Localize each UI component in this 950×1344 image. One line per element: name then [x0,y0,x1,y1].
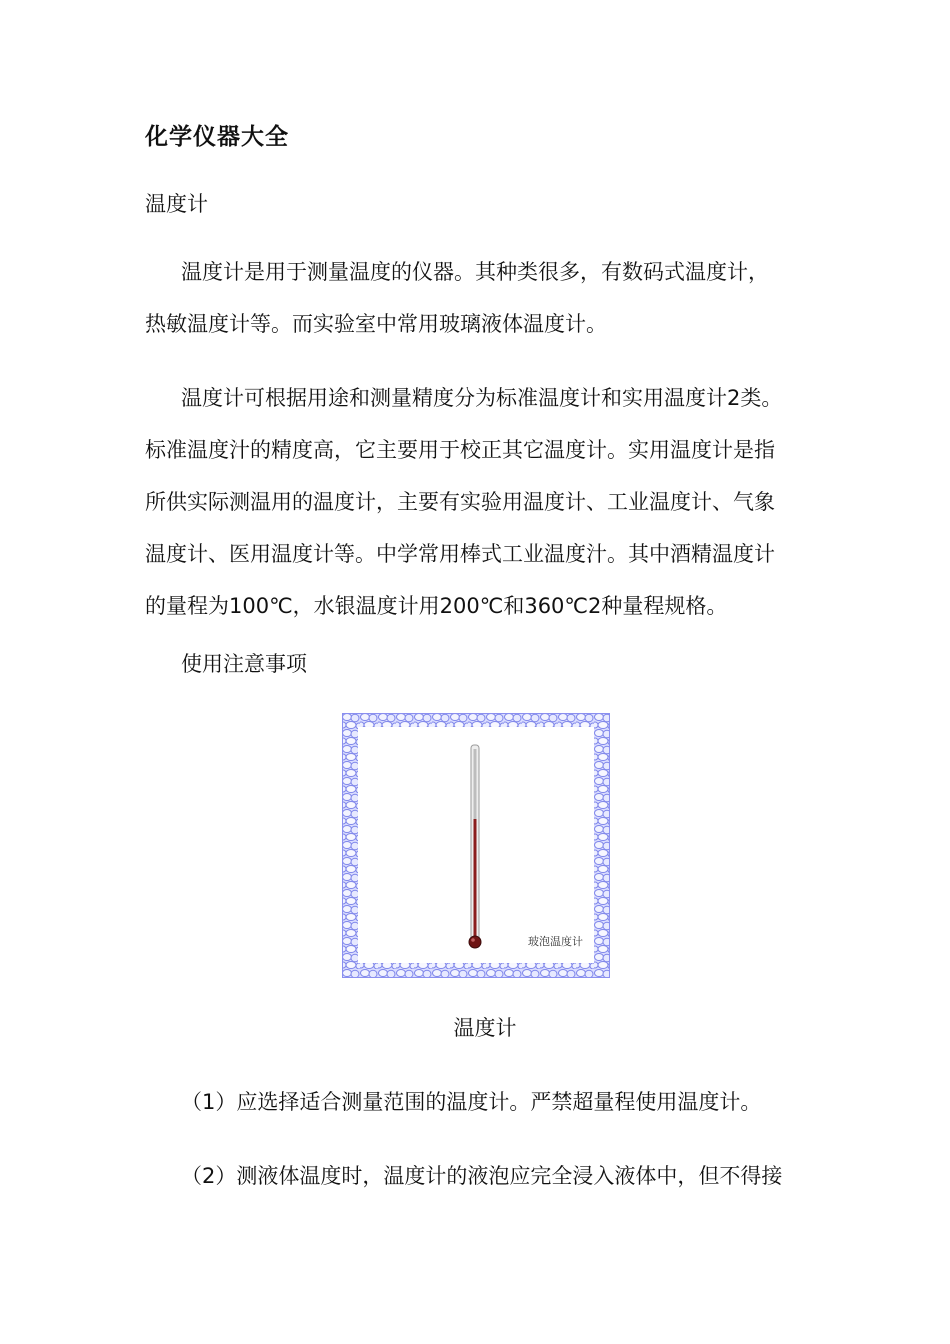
note-item-2: （2）测液体温度时，温度计的液泡应完全浸入液体中，但不得接 [181,1164,783,1188]
figure-caption: 温度计 [453,1016,517,1040]
capillary-empty [474,749,477,819]
paragraph-line: 所供实际测温用的温度计，主要有实验用温度计、工业温度计、气象 [145,490,775,514]
paragraph-line: 温度计是用于测量温度的仪器。其种类很多，有数码式温度计， [181,260,769,284]
paragraph-line: 温度计、医用温度计等。中学常用棒式工业温度汁。其中酒精温度计 [145,542,775,566]
note-item-1: （1）应选择适合测量范围的温度计。严禁超量程使用温度计。 [181,1090,762,1114]
thermometer-figure [342,713,610,978]
paragraph-line: 温度计可根据用途和测量精度分为标准温度计和实用温度计2类。 [181,386,783,410]
notes-heading: 使用注意事项 [181,652,307,676]
intro-paragraph [145,246,810,350]
liquid-column [474,819,477,939]
document-title: 化学仪器大全 [145,124,289,150]
paragraph-line: 的量程为100℃，水银温度计用200℃和360℃2种量程规格。 [145,594,728,618]
thermometer-bulb [469,936,481,948]
classification-paragraph [145,372,810,632]
paragraph-line: 热敏温度计等。而实验室中常用玻璃液体温度计。 [145,312,607,336]
paragraph-line: 标准温度汁的精度高，它主要用于校正其它温度计。实用温度计是指 [145,438,775,462]
section-heading: 温度计 [145,192,208,216]
figure-inner-label: 玻泡温度计 [528,935,583,948]
